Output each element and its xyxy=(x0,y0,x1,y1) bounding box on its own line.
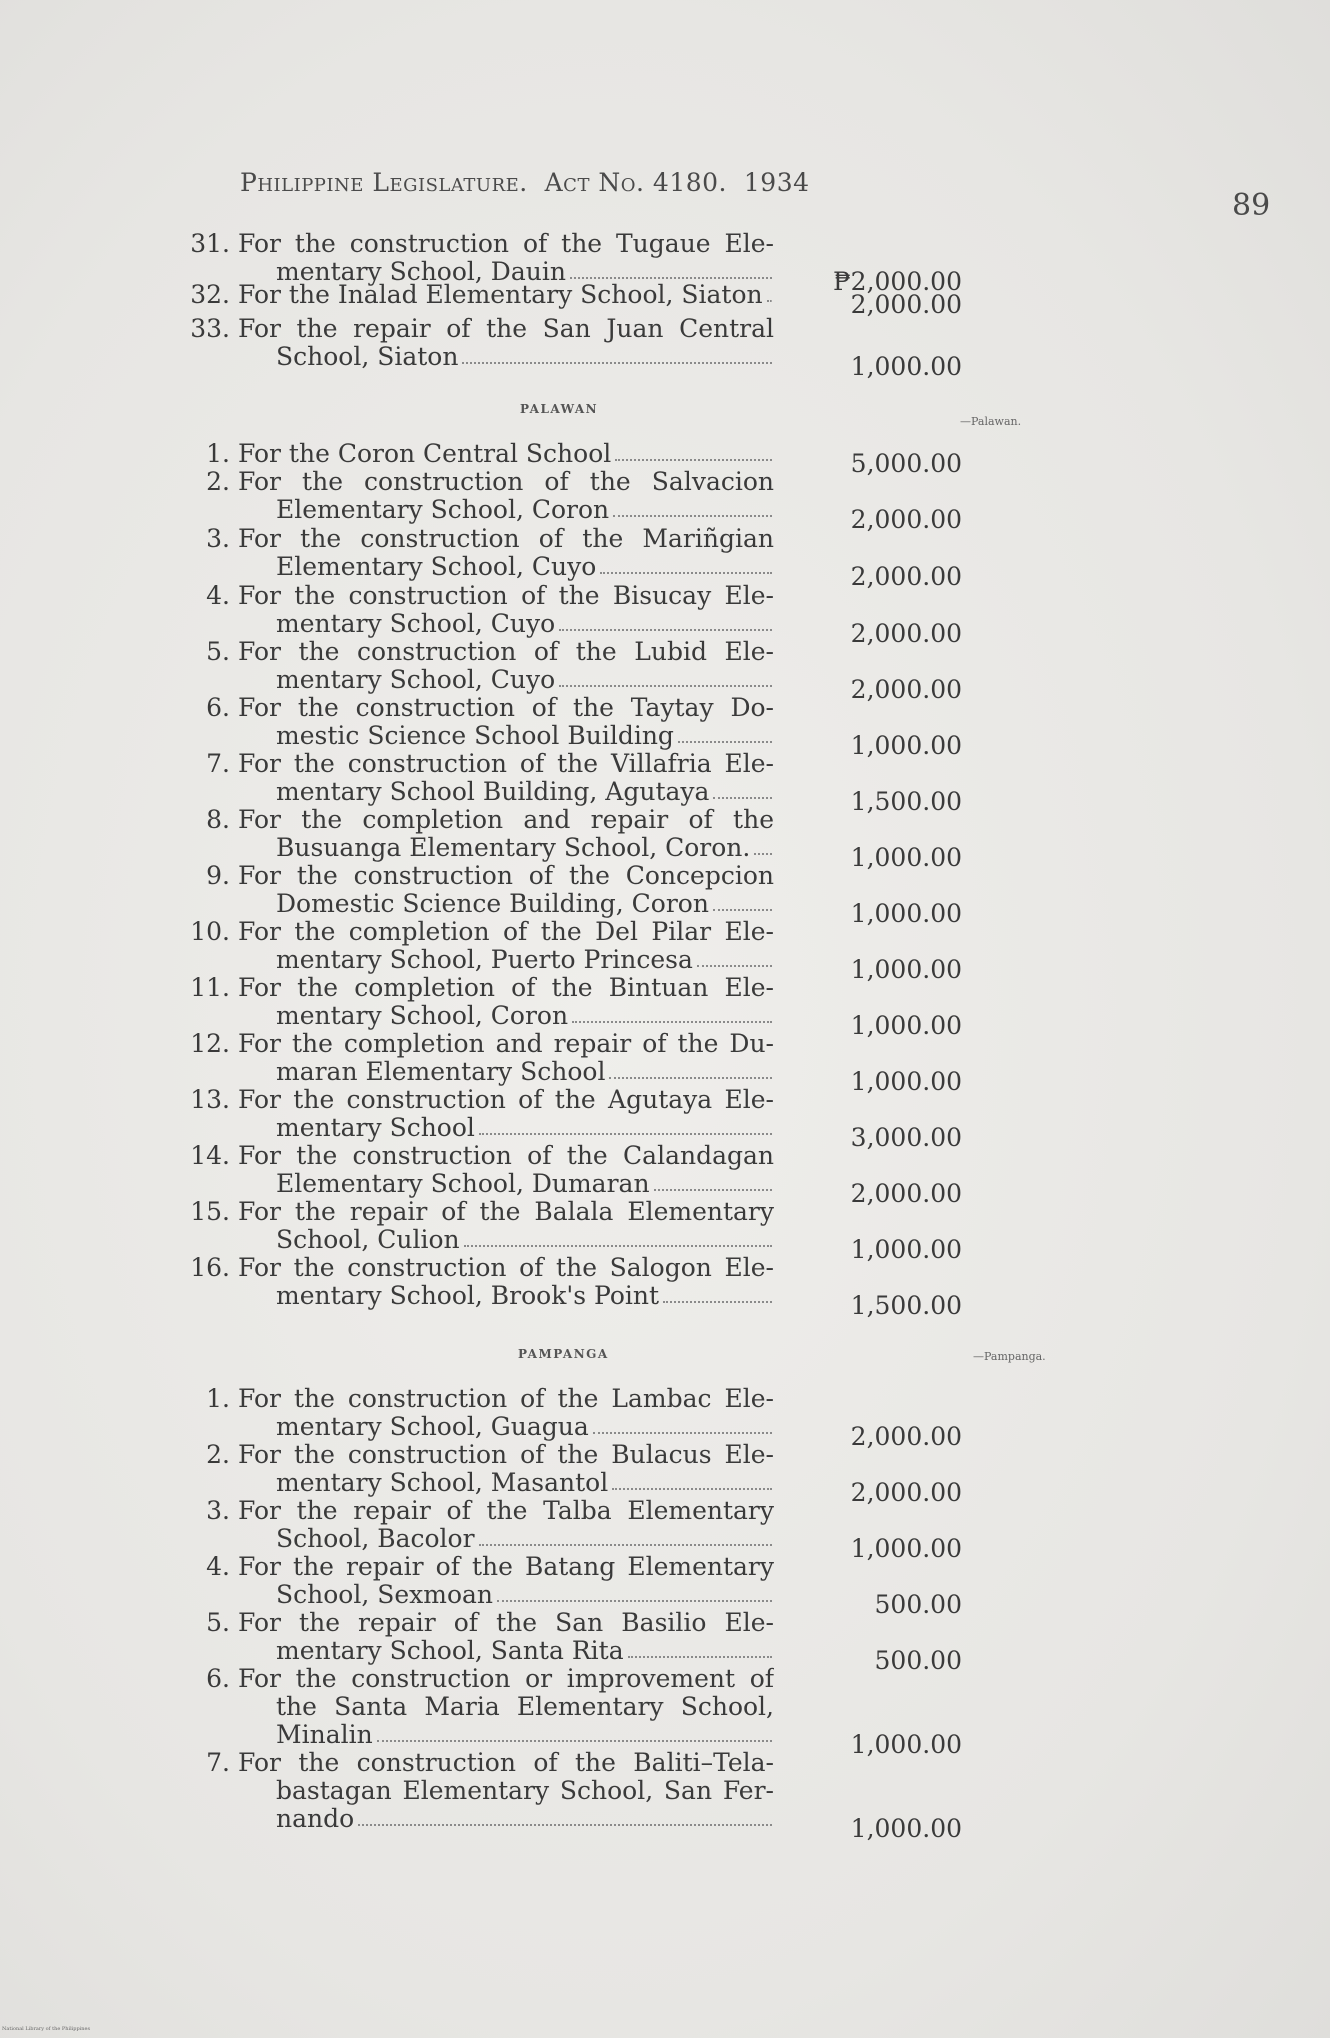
description-line: For the construction of the Taytay Do- xyxy=(238,694,774,722)
dot-leader xyxy=(613,496,772,517)
item-description xyxy=(238,1441,774,1497)
description-line: For the construction of the Mariñgian xyxy=(238,525,774,553)
description-line: For the construction of the Bisucay Ele- xyxy=(238,582,774,610)
section-heading: PALAWAN xyxy=(520,402,599,416)
description-line: For the repair of the Batang Elementary xyxy=(238,1553,774,1581)
item-description xyxy=(238,230,774,286)
dot-leader xyxy=(479,1114,772,1135)
item-number: 10. xyxy=(190,917,230,946)
item-description xyxy=(238,862,774,918)
header-title: Philippine Legislature. xyxy=(240,168,528,197)
item-description xyxy=(238,1497,774,1553)
dot-leader xyxy=(479,1525,772,1546)
item-number: 31. xyxy=(190,229,230,258)
item-number: 14. xyxy=(190,1141,230,1170)
item-description xyxy=(238,1553,774,1609)
description-line: Elementary School, Dumaran xyxy=(276,1170,650,1198)
description-line: For the construction of the Villafria Ele- xyxy=(238,750,774,778)
description-line: mestic Science School Building xyxy=(276,722,674,750)
item-amount: 1,000.00 xyxy=(850,1534,962,1563)
item-number: 5. xyxy=(206,637,230,666)
dot-leader xyxy=(572,1002,772,1023)
description-line: For the construction of the Tugaue Ele- xyxy=(238,230,774,258)
description-line: mentary School xyxy=(276,1114,475,1142)
running-header xyxy=(240,168,810,197)
item-description xyxy=(238,1030,774,1086)
item-number: 15. xyxy=(190,1197,230,1226)
item-amount: 2,000.00 xyxy=(850,562,962,591)
description-line: Domestic Science Building, Coron xyxy=(276,890,709,918)
item-amount: 1,000.00 xyxy=(850,1814,962,1843)
description-line: For the repair of the Talba Elementary xyxy=(238,1497,774,1525)
item-number: 3. xyxy=(206,1496,230,1525)
item-amount: 2,000.00 xyxy=(850,619,962,648)
description-line: maran Elementary School xyxy=(276,1058,606,1086)
dot-leader xyxy=(615,440,772,461)
description-line: nando xyxy=(276,1805,355,1833)
item-number: 6. xyxy=(206,693,230,722)
description-line: mentary School, Cuyo xyxy=(276,610,556,638)
item-number: 8. xyxy=(206,805,230,834)
dot-leader xyxy=(663,1282,772,1303)
description-line: mentary School, Dauin xyxy=(276,258,566,286)
item-number: 9. xyxy=(206,861,230,890)
description-line: For the construction or improvement of xyxy=(238,1665,774,1693)
item-description xyxy=(238,582,774,638)
item-number: 7. xyxy=(206,749,230,778)
dot-leader xyxy=(628,1637,772,1658)
item-amount: 1,500.00 xyxy=(850,1291,962,1320)
margin-note: —Palawan. xyxy=(960,415,1022,428)
dot-leader xyxy=(377,1721,772,1742)
item-description xyxy=(238,1385,774,1441)
description-line: For the repair of the San Basilio Ele- xyxy=(238,1609,774,1637)
item-number: 6. xyxy=(206,1664,230,1693)
dot-leader xyxy=(713,890,772,911)
dot-leader xyxy=(697,946,772,967)
description-line: For the construction of the Lambac Ele- xyxy=(238,1385,774,1413)
description-line: School, Culion xyxy=(276,1226,460,1254)
description-line: mentary School, Masantol xyxy=(276,1469,609,1497)
item-description xyxy=(238,750,774,806)
dot-leader xyxy=(612,1469,772,1490)
item-amount: 1,000.00 xyxy=(850,731,962,760)
description-line: mentary School, Puerto Princesa xyxy=(276,946,693,974)
description-line: For the construction of the Salogon Ele- xyxy=(238,1254,774,1282)
item-description xyxy=(238,281,774,309)
dot-leader xyxy=(609,1058,772,1079)
item-amount: 1,000.00 xyxy=(850,843,962,872)
item-amount: 5,000.00 xyxy=(850,449,962,478)
item-amount: ₱2,000.00 xyxy=(833,267,962,296)
dot-leader xyxy=(678,722,772,743)
dot-leader xyxy=(570,258,772,279)
dot-leader xyxy=(559,666,772,687)
item-description xyxy=(238,918,774,974)
description-line: School, Sexmoan xyxy=(276,1581,494,1609)
item-description xyxy=(238,1665,774,1749)
description-line: For the construction of the Baliti–Tela- xyxy=(238,1749,774,1777)
header-year: 1934 xyxy=(743,168,810,197)
dot-leader xyxy=(462,343,772,364)
dot-leader xyxy=(497,1581,772,1602)
item-description xyxy=(238,638,774,694)
item-amount: 2,000.00 xyxy=(850,290,962,319)
description-line: the Santa Maria Elementary School, xyxy=(276,1693,774,1721)
description-line: For the construction of the Concepcion xyxy=(238,862,774,890)
description-line: mentary School, Brook's Point xyxy=(276,1282,660,1310)
description-line: Elementary School, Cuyo xyxy=(276,553,597,581)
description-line: School, Siaton xyxy=(276,343,459,371)
item-amount: 500.00 xyxy=(874,1646,962,1675)
dot-leader xyxy=(654,1170,772,1191)
item-description xyxy=(238,468,774,524)
item-description xyxy=(238,694,774,750)
description-line: For the completion of the Bintuan Ele- xyxy=(238,974,774,1002)
description-line: For the construction of the Calandagan xyxy=(238,1142,774,1170)
item-number: 1. xyxy=(206,439,230,468)
item-description xyxy=(238,1609,774,1665)
item-amount: 1,000.00 xyxy=(850,1011,962,1040)
item-amount: 2,000.00 xyxy=(850,505,962,534)
item-number: 12. xyxy=(190,1029,230,1058)
description-line: For the construction of the Agutaya Ele- xyxy=(238,1086,774,1114)
item-amount: 500.00 xyxy=(874,1590,962,1619)
description-line: mentary School, Guagua xyxy=(276,1413,589,1441)
description-line: For the completion and repair of the Du- xyxy=(238,1030,774,1058)
item-amount: 1,500.00 xyxy=(850,787,962,816)
description-line: For the Inalad Elementary School, Siaton xyxy=(238,281,763,309)
footer-credit: National Library of the Philippines xyxy=(2,2026,91,2032)
item-number: 13. xyxy=(190,1085,230,1114)
item-number: 2. xyxy=(206,467,230,496)
margin-note: —Pampanga. xyxy=(973,1350,1046,1363)
item-description xyxy=(238,525,774,581)
item-description xyxy=(238,1086,774,1142)
header-act: Act No. 4180. xyxy=(544,168,727,197)
item-description xyxy=(238,806,774,862)
description-line: For the construction of the Lubid Ele- xyxy=(238,638,774,666)
description-line: For the Coron Central School xyxy=(238,440,612,468)
description-line: For the repair of the Balala Elementary xyxy=(238,1198,774,1226)
dot-leader xyxy=(559,610,772,631)
description-line: For the completion and repair of the xyxy=(238,806,774,834)
description-line: For the construction of the Salvacion xyxy=(238,468,774,496)
dot-leader xyxy=(464,1226,772,1247)
description-line: mentary School, Coron xyxy=(276,1002,569,1030)
item-number: 3. xyxy=(206,524,230,553)
dot-leader xyxy=(767,281,772,302)
item-amount: 1,000.00 xyxy=(850,1067,962,1096)
dot-leader xyxy=(593,1413,772,1434)
item-amount: 2,000.00 xyxy=(850,1422,962,1451)
item-description xyxy=(238,440,774,468)
item-amount: 2,000.00 xyxy=(850,1478,962,1507)
page-number: 89 xyxy=(1232,188,1271,223)
item-number: 1. xyxy=(206,1384,230,1413)
description-line: For the construction of the Bulacus Ele- xyxy=(238,1441,774,1469)
item-number: 5. xyxy=(206,1608,230,1637)
item-number: 7. xyxy=(206,1748,230,1777)
item-number: 2. xyxy=(206,1440,230,1469)
item-amount: 2,000.00 xyxy=(850,675,962,704)
dot-leader xyxy=(754,834,772,855)
item-number: 33. xyxy=(190,314,230,343)
item-amount: 1,000.00 xyxy=(850,1235,962,1264)
description-line: bastagan Elementary School, San Fer- xyxy=(276,1777,774,1805)
description-line: For the repair of the San Juan Central xyxy=(238,315,774,343)
dot-leader xyxy=(600,553,772,574)
item-description xyxy=(238,1198,774,1254)
item-description xyxy=(238,315,774,371)
item-amount: 2,000.00 xyxy=(850,1179,962,1208)
item-amount: 1,000.00 xyxy=(850,899,962,928)
item-number: 4. xyxy=(206,1552,230,1581)
description-line: For the completion of the Del Pilar Ele- xyxy=(238,918,774,946)
description-line: mentary School, Cuyo xyxy=(276,666,556,694)
description-line: Busuanga Elementary School, Coron. xyxy=(276,834,751,862)
item-amount: 1,000.00 xyxy=(850,352,962,381)
item-number: 32. xyxy=(190,280,230,309)
item-amount: 1,000.00 xyxy=(850,955,962,984)
dot-leader xyxy=(358,1805,772,1826)
item-number: 11. xyxy=(190,973,230,1002)
item-amount: 1,000.00 xyxy=(850,1730,962,1759)
item-amount: 3,000.00 xyxy=(850,1123,962,1152)
description-line: Minalin xyxy=(276,1721,373,1749)
description-line: Elementary School, Coron xyxy=(276,496,610,524)
section-heading: PAMPANGA xyxy=(518,1347,609,1361)
description-line: mentary School Building, Agutaya xyxy=(276,778,710,806)
description-line: School, Bacolor xyxy=(276,1525,475,1553)
dot-leader xyxy=(713,778,772,799)
item-description xyxy=(238,1254,774,1310)
item-number: 4. xyxy=(206,581,230,610)
description-line: mentary School, Santa Rita xyxy=(276,1637,624,1665)
item-description xyxy=(238,1749,774,1833)
item-number: 16. xyxy=(190,1253,230,1282)
item-description xyxy=(238,1142,774,1198)
item-description xyxy=(238,974,774,1030)
